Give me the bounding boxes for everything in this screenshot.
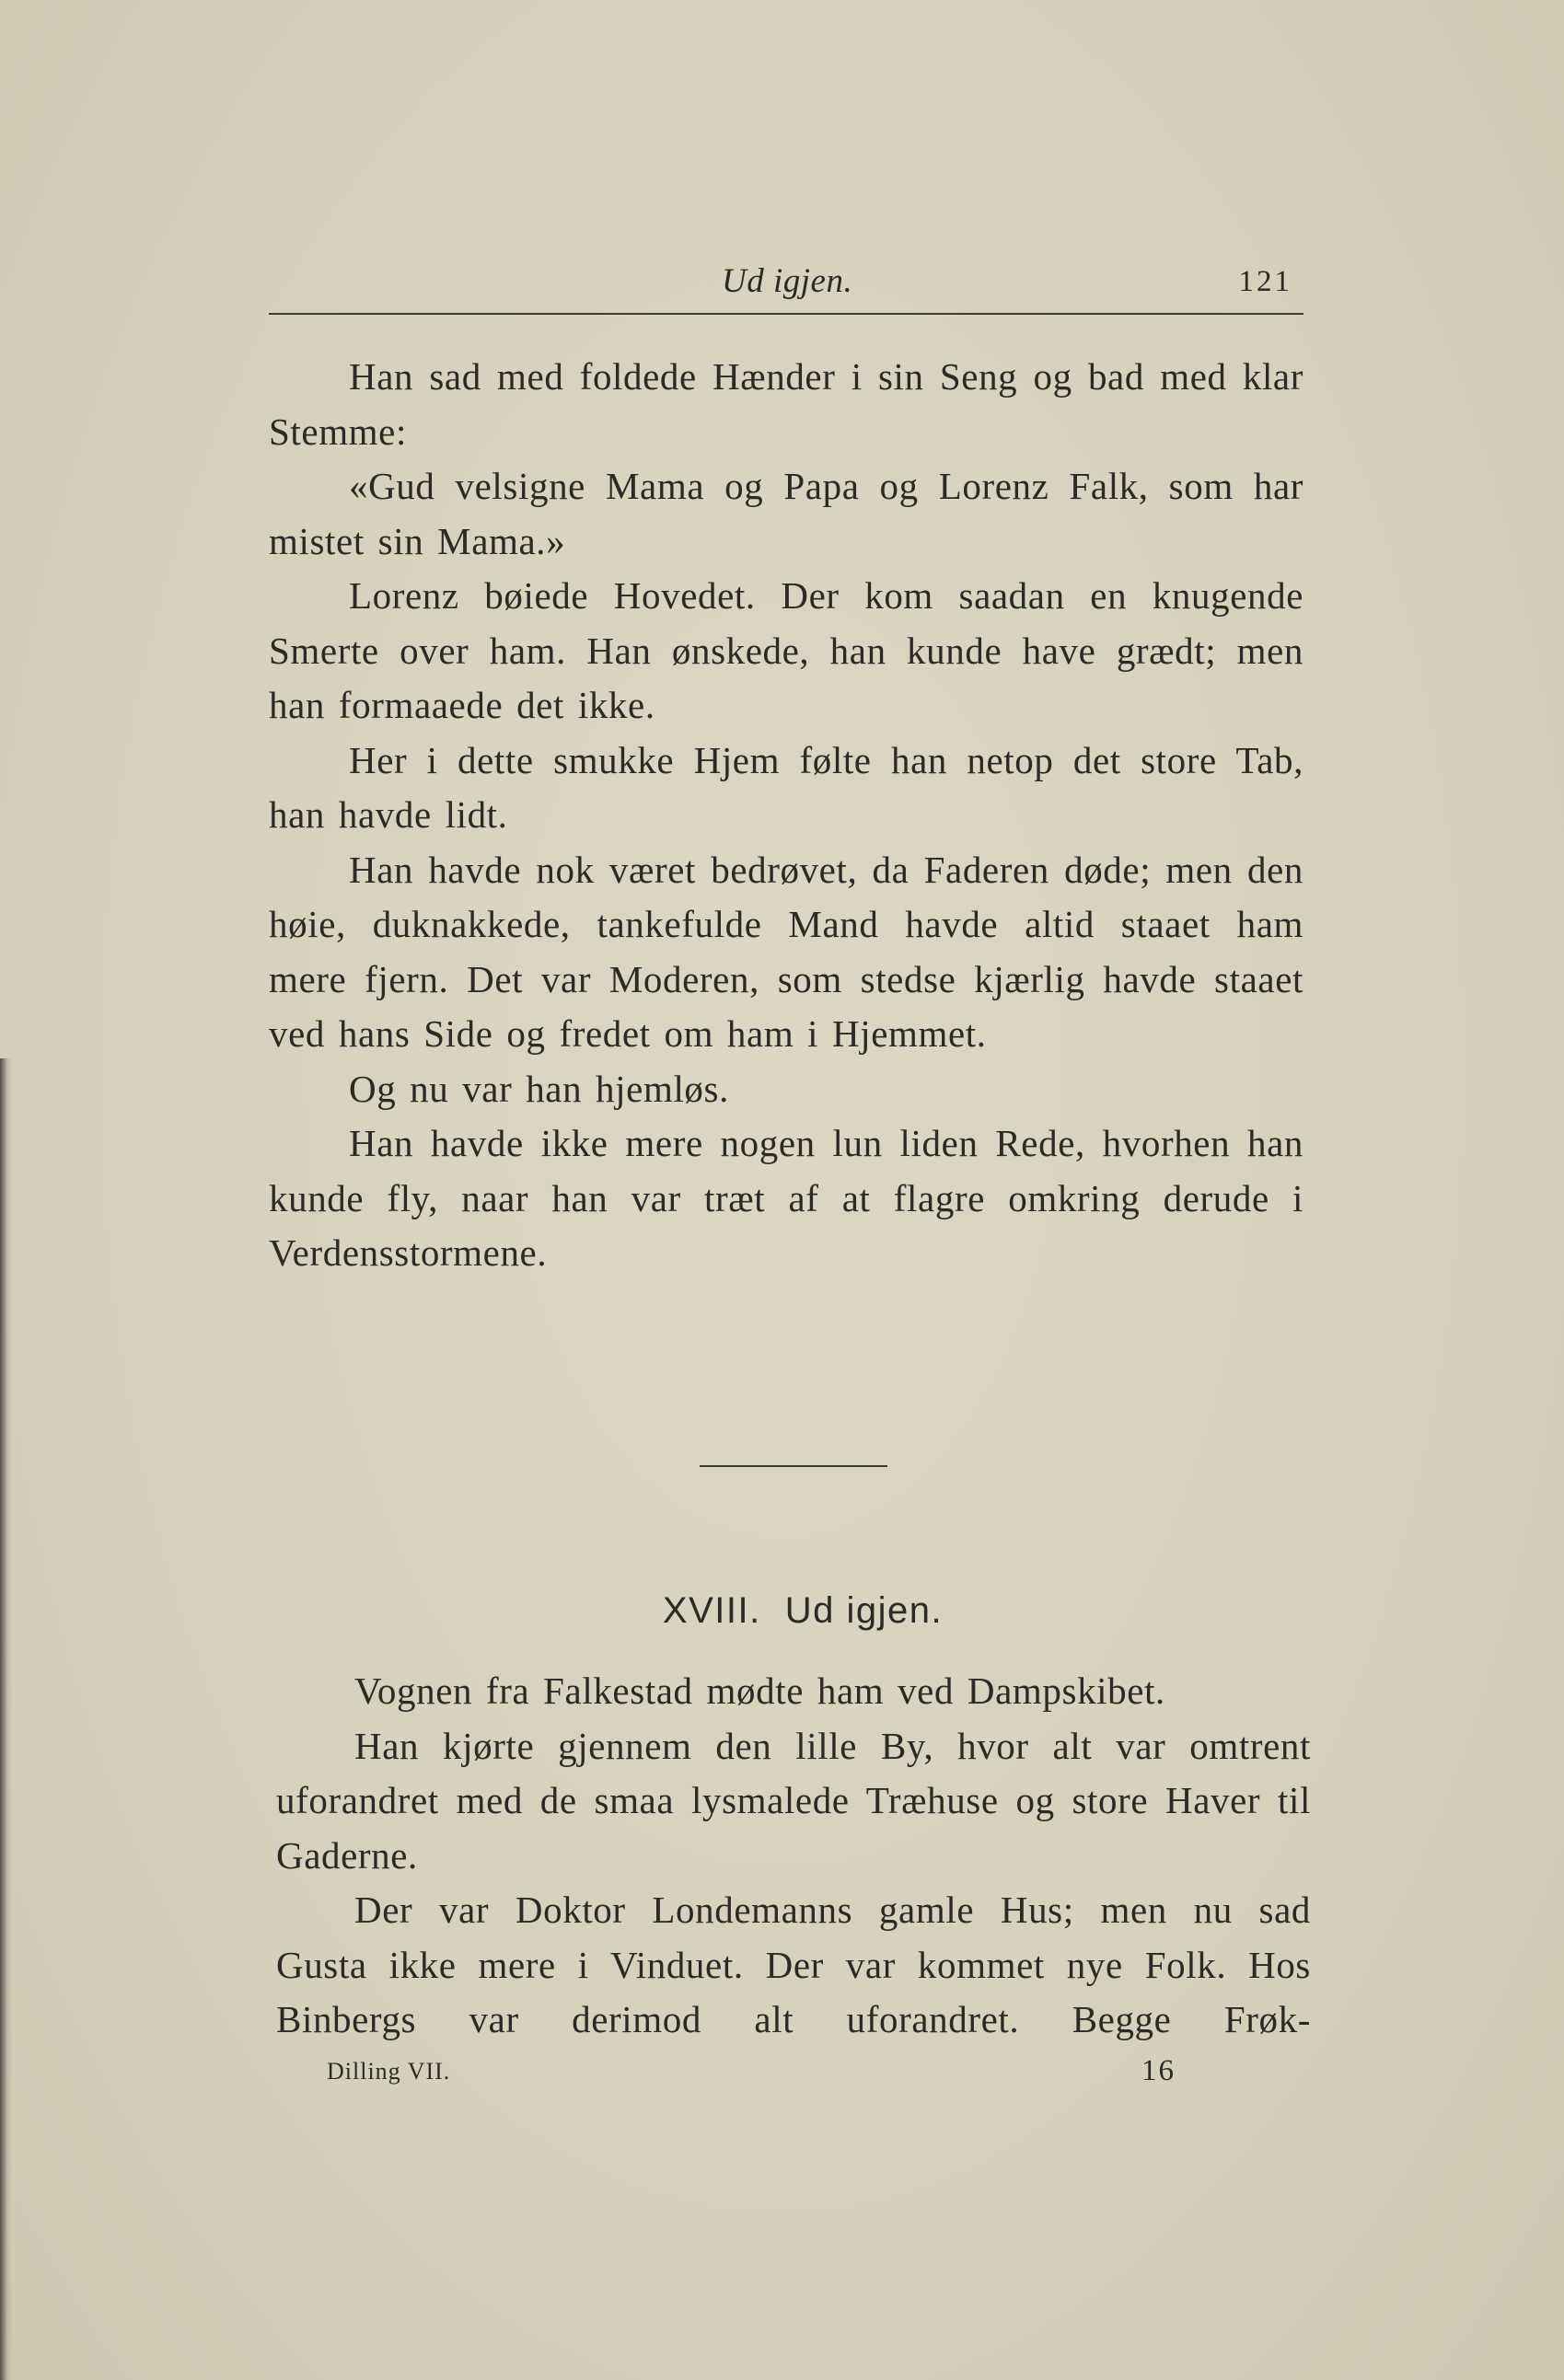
sheet-number: 16 bbox=[1141, 2054, 1176, 2087]
section-1-text bbox=[269, 350, 1303, 1281]
page-number: 121 bbox=[1238, 265, 1292, 298]
page-footer bbox=[327, 2051, 1174, 2097]
section-separator-rule bbox=[700, 1465, 887, 1467]
chapter-number: XVIII. bbox=[662, 1590, 761, 1631]
paragraph: Han sad med foldede Hænder i sin Seng og bad med klar Stemme: bbox=[269, 355, 1303, 453]
paragraph: Han havde nok været bedrøvet, da Faderen døde; men den høie, duknakkede, tankefulde Mand havde altid staaet ham mere fjern. Det var Moderen, som stedse kjærlig havde staaet ved hans Side og fredet om ham i Hjemmet. bbox=[269, 848, 1303, 1055]
paragraph: Lorenz bøiede Hovedet. Der kom saadan en knugende Smerte over ham. Han ønskede, han kunde have grædt; men han formaaede det ikke. bbox=[269, 574, 1303, 726]
chapter-title: Ud igjen. bbox=[784, 1590, 944, 1631]
section-2-text bbox=[276, 1664, 1311, 2048]
paragraph: Vognen fra Falkestad mødte ham ved Dampskibet. bbox=[354, 1669, 1165, 1712]
page-spine-edge bbox=[0, 1058, 13, 2380]
paragraph: Her i dette smukke Hjem følte han netop det store Tab, han havde lidt. bbox=[269, 738, 1303, 836]
paragraph: Og nu var han hjemløs. bbox=[349, 1067, 729, 1110]
paragraph: Han kjørte gjennem den lille By, hvor alt var omtrent uforandret med de smaa lysmalede Træhuse og store Haver til Gaderne. bbox=[276, 1724, 1311, 1877]
page-header bbox=[269, 256, 1303, 311]
paragraph: Han havde ikke mere nogen lun liden Rede, hvorhen han kunde fly, naar han var træt af at flagre omkring derude i Verdensstormene. bbox=[269, 1122, 1303, 1274]
paragraph: Der var Doktor Londemanns gamle Hus; men nu sad Gusta ikke mere i Vinduet. Der var kommet nye Folk. Hos Binbergs var derimod alt uforandret. Begge Frøk- bbox=[276, 1889, 1311, 2040]
header-rule bbox=[269, 313, 1303, 315]
paragraph: «Gud velsigne Mama og Papa og Lorenz Falk, som har mistet sin Mama.» bbox=[269, 465, 1303, 562]
running-title: Ud igjen. bbox=[722, 262, 853, 300]
chapter-heading bbox=[269, 1590, 1303, 1632]
printer-signature: Dilling VII. bbox=[327, 2058, 451, 2085]
